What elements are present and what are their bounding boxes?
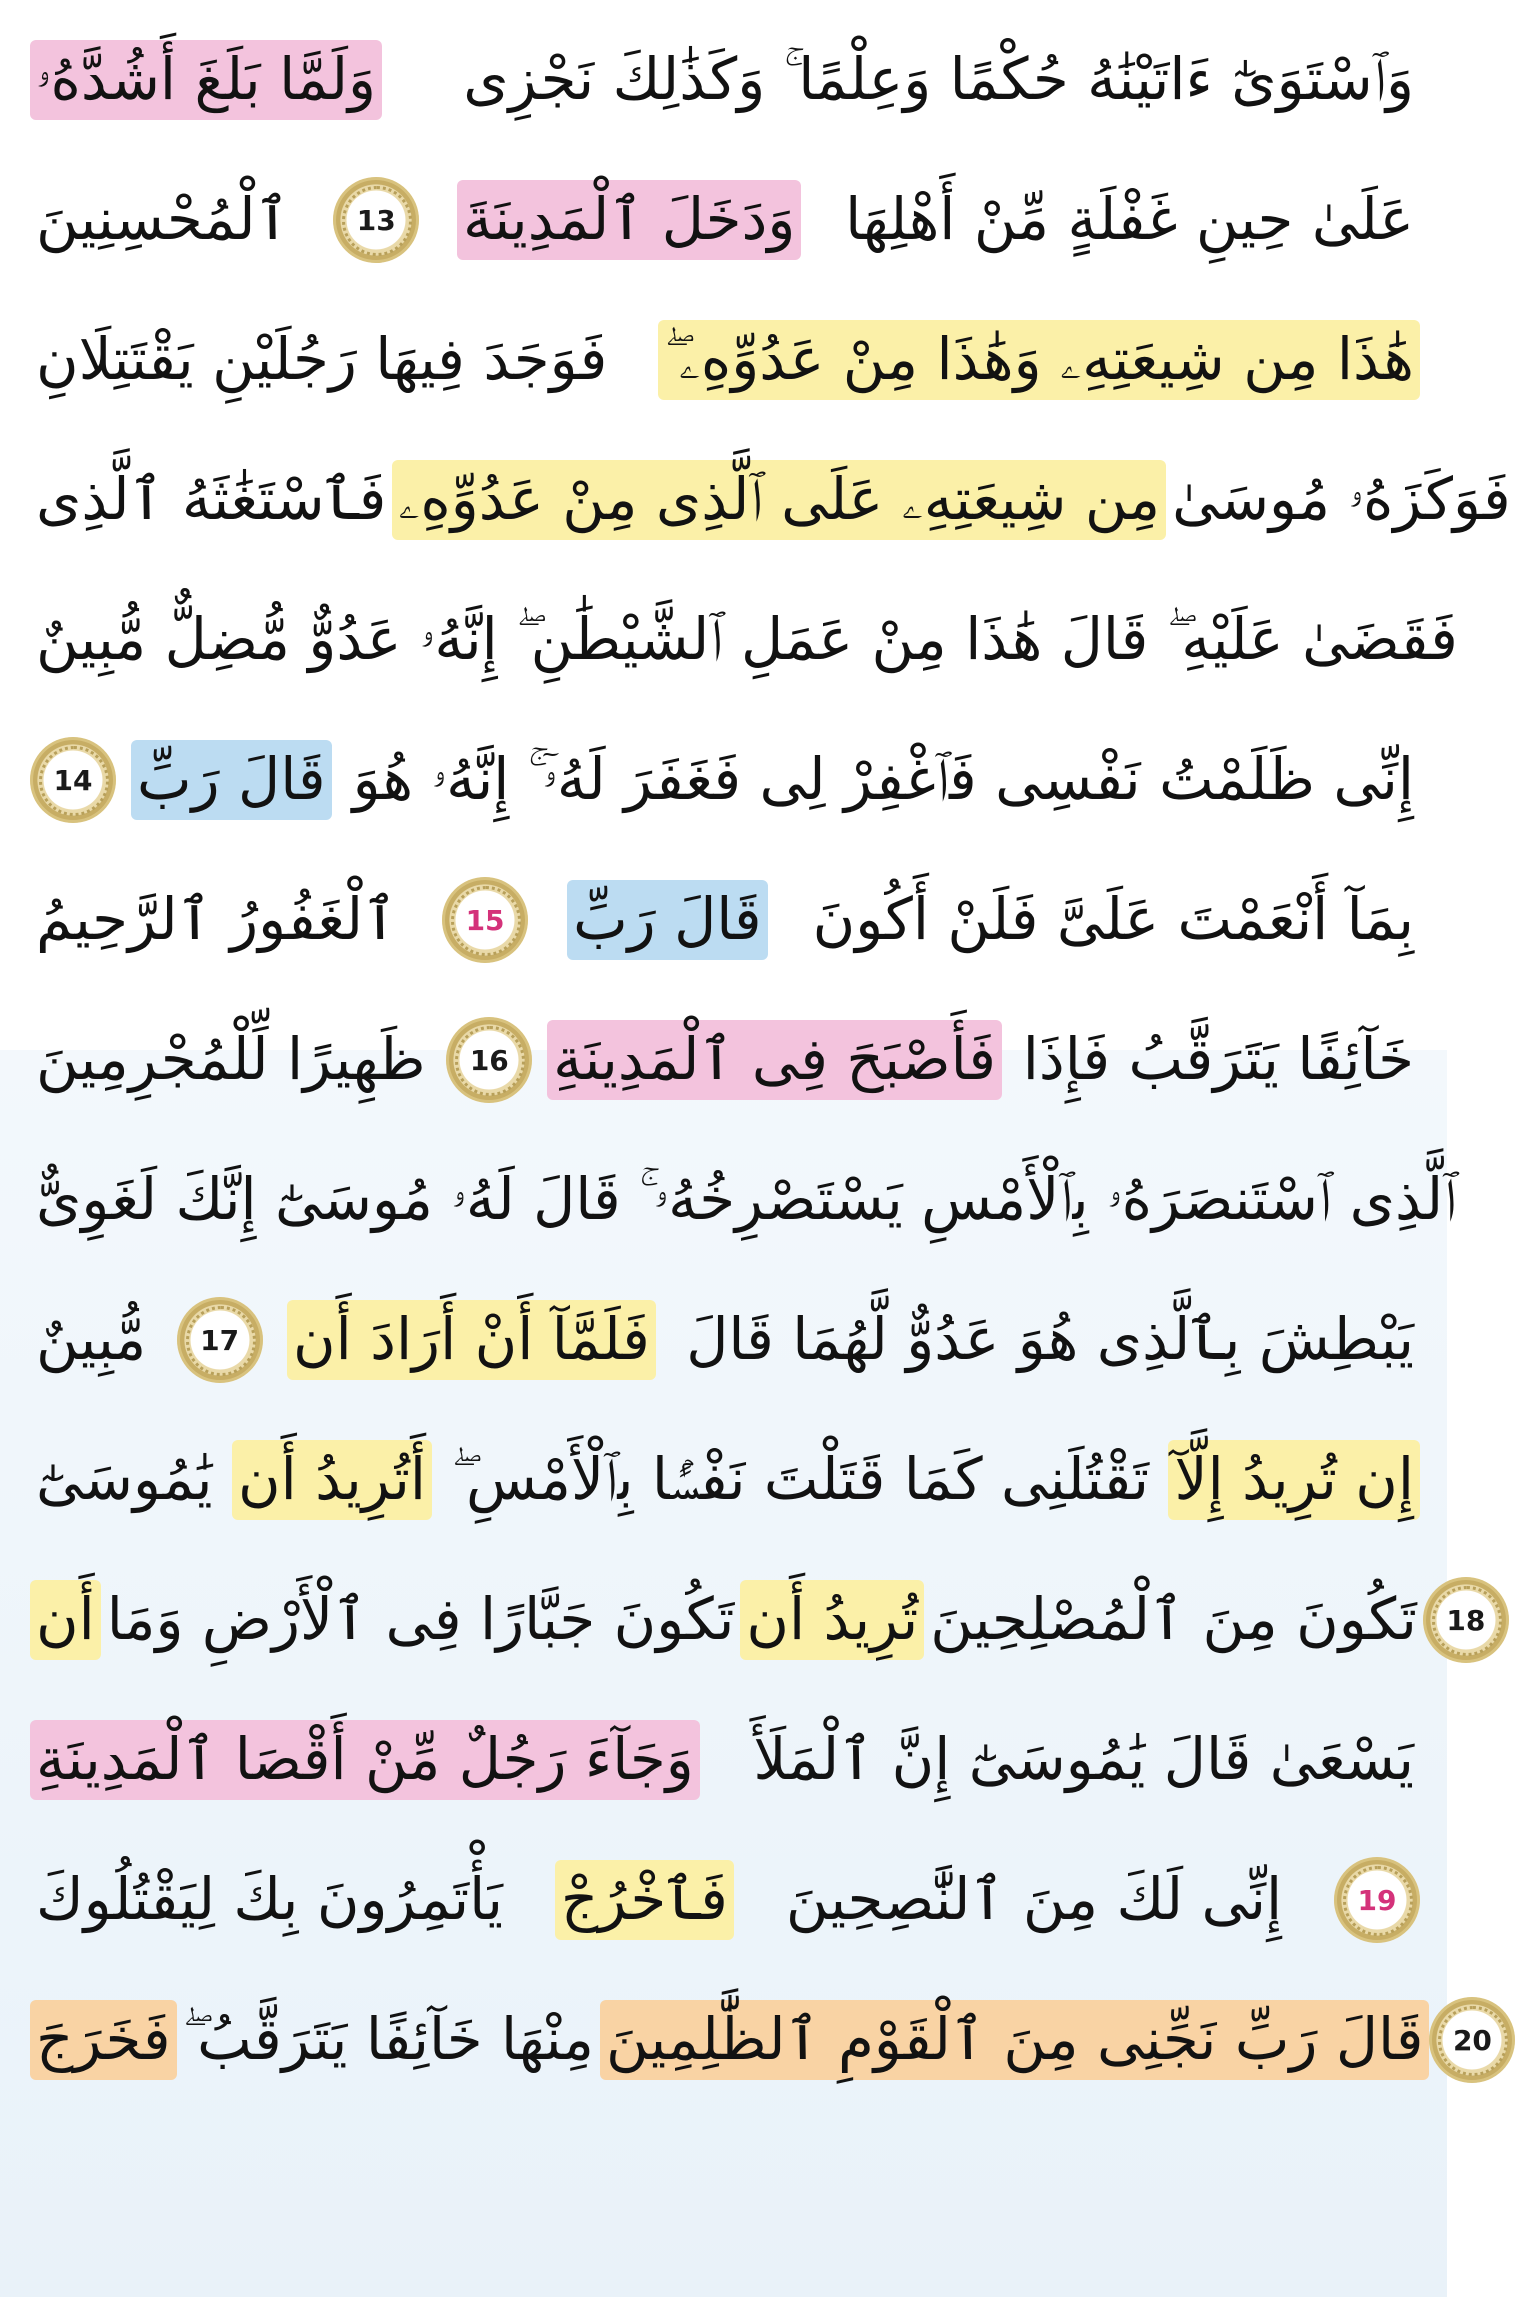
- verse-number: 18: [1446, 1603, 1486, 1637]
- verse-text-highlighted: فَأَصْبَحَ فِى ٱلْمَدِينَةِ: [547, 1020, 1002, 1100]
- verse-text-highlighted: فَلَمَّآ أَنْ أَرَادَ أَن: [287, 1300, 656, 1380]
- text-line-14: [30, 1830, 1420, 1970]
- text-line-4: [30, 430, 1511, 570]
- verse-text-highlighted: مِن شِيعَتِهِۦ عَلَى ٱلَّذِى مِنْ عَدُوِّهِۦ: [392, 460, 1166, 540]
- verse-text-highlighted: وَدَخَلَ ٱلْمَدِينَةَ: [457, 180, 801, 260]
- verse-end-marker-icon: [442, 877, 528, 963]
- verse-number: 13: [356, 203, 396, 237]
- verse-text: يَسْعَىٰ قَالَ يَٰمُوسَىٰٓ إِنَّ ٱلْمَلَأَ: [753, 1725, 1414, 1794]
- verse-number: 14: [53, 763, 93, 797]
- verse-text: إِنِّى لَكَ مِنَ ٱلنَّٰصِحِينَ: [785, 1865, 1283, 1934]
- verse-text: ظَهِيرًا لِّلْمُجْرِمِينَ: [36, 1025, 426, 1094]
- verse-text: مُّبِينٌ: [36, 1305, 147, 1374]
- verse-text: يَٰمُوسَىٰٓ: [36, 1445, 213, 1514]
- verse-text-highlighted: فَٱخْرُجْ: [555, 1860, 734, 1940]
- verse-text: فَقَضَىٰ عَلَيْهِ ۖ قَالَ هَٰذَا مِنْ عَمَلِ ٱلشَّيْطَٰنِ ۖ إِنَّهُۥ عَدُوٌّ مُّضِلٌّ مُّبِينٌ: [36, 605, 1458, 674]
- text-line-10: [30, 1270, 1420, 1410]
- text-line-9: [30, 1130, 1457, 1270]
- text-line-5: [30, 570, 1458, 710]
- verse-text-highlighted: أَن: [30, 1580, 101, 1660]
- verse-number: 16: [469, 1043, 509, 1077]
- verse-text-highlighted: هَٰذَا مِن شِيعَتِهِۦ وَهَٰذَا مِنْ عَدُوِّهِۦ ۖ: [658, 320, 1420, 400]
- verse-number: 20: [1452, 2023, 1492, 2057]
- text-line-1: [30, 10, 1420, 150]
- text-line-3: [30, 290, 1420, 430]
- verse-number: 19: [1357, 1883, 1397, 1917]
- verse-text: فَٱسْتَغَٰثَهُ ٱلَّذِى: [36, 465, 387, 534]
- verse-text-highlighted: قَالَ رَبِّ: [567, 880, 768, 960]
- verse-text: عَلَىٰ حِينِ غَفْلَةٍ مِّنْ أَهْلِهَا: [845, 185, 1414, 254]
- verse-text: تَقْتُلَنِى كَمَا قَتَلْتَ نَفْسًۢا بِٱلْأَمْسِ ۖ: [451, 1445, 1150, 1514]
- verse-end-marker-icon: [30, 737, 116, 823]
- verse-end-marker-icon: [1334, 1857, 1420, 1943]
- verse-end-marker-icon: [446, 1017, 532, 1103]
- verse-text: فَوَجَدَ فِيهَا رَجُلَيْنِ يَقْتَتِلَانِ: [36, 325, 608, 394]
- verse-text: يَأْتَمِرُونَ بِكَ لِيَقْتُلُوكَ: [36, 1865, 503, 1934]
- text-line-15: [30, 1970, 1492, 2110]
- verse-end-marker-icon: [1423, 1577, 1509, 1663]
- verse-text-highlighted: فَخَرَجَ: [30, 2000, 177, 2080]
- verse-text: يَبْطِشَ بِٱلَّذِى هُوَ عَدُوٌّ لَّهُمَا قَالَ: [686, 1305, 1414, 1374]
- verse-text-highlighted: وَجَآءَ رَجُلٌ مِّنْ أَقْصَا ٱلْمَدِينَةِ: [30, 1720, 700, 1800]
- verse-text-highlighted: قَالَ رَبِّ: [131, 740, 332, 820]
- text-line-7: [30, 850, 1420, 990]
- verse-text-highlighted: وَلَمَّا بَلَغَ أَشُدَّهُۥ: [30, 40, 382, 120]
- verse-text: بِمَآ أَنْعَمْتَ عَلَىَّ فَلَنْ أَكُونَ: [812, 885, 1414, 954]
- text-line-12: [30, 1550, 1486, 1690]
- text-line-11: [30, 1410, 1420, 1550]
- verse-end-marker-icon: [177, 1297, 263, 1383]
- verse-text-highlighted: إِن تُرِيدُ إِلَّآ: [1168, 1440, 1420, 1520]
- verse-number: 15: [465, 903, 505, 937]
- quran-page: [30, 0, 1511, 2297]
- text-line-8: [30, 990, 1420, 1130]
- text-line-6: [30, 710, 1420, 850]
- verse-text: تَكُونَ مِنَ ٱلْمُصْلِحِينَ: [930, 1585, 1417, 1654]
- verse-text-highlighted: أَتُرِيدُ أَن: [232, 1440, 432, 1520]
- verse-text: ٱلْغَفُورُ ٱلرَّحِيمُ: [36, 885, 398, 954]
- text-line-13: [30, 1690, 1420, 1830]
- verse-text: ٱلْمُحْسِنِينَ: [36, 185, 290, 254]
- verse-text: وَٱسْتَوَىٰٓ ءَاتَيْنَٰهُ حُكْمًا وَعِلْمًا ۚ وَكَذَٰلِكَ نَجْزِى: [463, 45, 1414, 114]
- verse-text-highlighted: قَالَ رَبِّ نَجِّنِى مِنَ ٱلْقَوْمِ ٱلظَّٰلِمِينَ: [600, 2000, 1429, 2080]
- verse-end-marker-icon: [1429, 1997, 1515, 2083]
- text-line-2: [30, 150, 1420, 290]
- verse-text: إِنِّى ظَلَمْتُ نَفْسِى فَٱغْفِرْ لِى فَغَفَرَ لَهُۥٓ ۚ إِنَّهُۥ هُوَ: [352, 745, 1414, 814]
- verse-text: ٱلَّذِى ٱسْتَنصَرَهُۥ بِٱلْأَمْسِ يَسْتَصْرِخُهُۥ ۚ قَالَ لَهُۥ مُوسَىٰٓ إِنَّكَ لَغَوِىٌّ: [36, 1165, 1457, 1234]
- verse-text: مِنْهَا خَآئِفًا يَتَرَقَّبُ ۖ: [182, 2005, 594, 2074]
- verse-text: خَآئِفًا يَتَرَقَّبُ فَإِذَا: [1022, 1025, 1414, 1094]
- verse-text-highlighted: تُرِيدُ أَن: [740, 1580, 924, 1660]
- verse-number: 17: [200, 1323, 240, 1357]
- verse-text: تَكُونَ جَبَّارًا فِى ٱلْأَرْضِ وَمَا: [106, 1585, 735, 1654]
- verse-text: فَوَكَزَهُۥ مُوسَىٰ: [1172, 465, 1511, 534]
- verse-end-marker-icon: [333, 177, 419, 263]
